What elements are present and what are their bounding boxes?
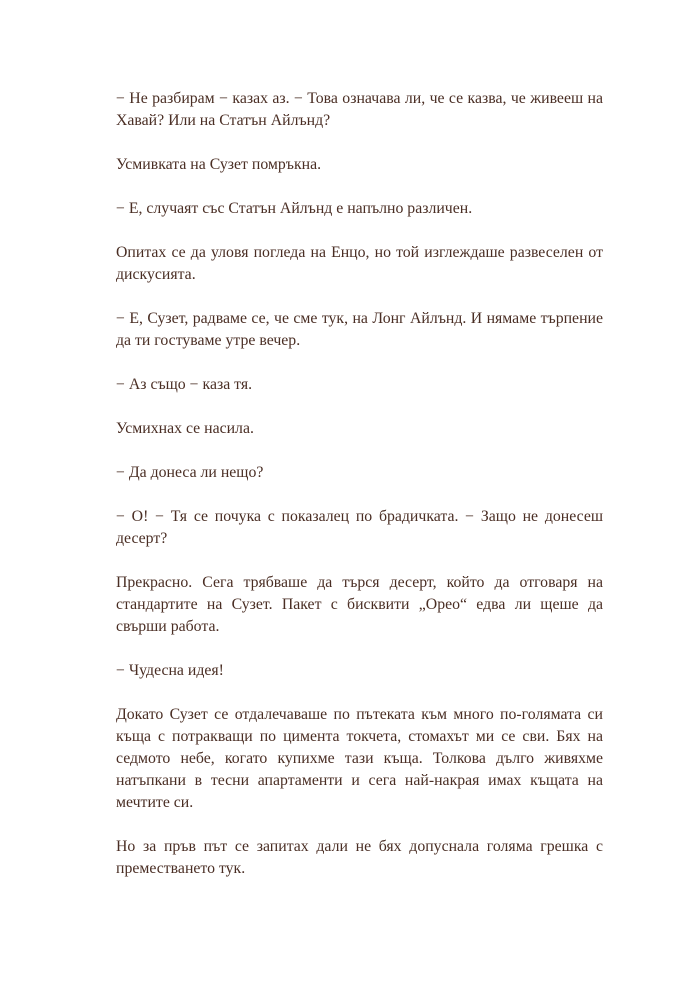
paragraph-11: − Чудесна идея! bbox=[116, 662, 224, 679]
paragraph-5: − Е, Сузет, радваме се, че сме тук, на Лонг Айлънд. И нямаме търпение да ти гостуваме утре вечер. bbox=[116, 310, 603, 349]
paragraph-2: Усмивката на Сузет помръкна. bbox=[116, 156, 322, 173]
paragraph-10: Прекрасно. Сега трябваше да търся десерт, който да отговаря на стандартите на Сузет. Пакет с бисквити „Орео“ едва ли щеше да свърши работа. bbox=[116, 574, 603, 635]
paragraph-3: − Е, случаят със Статън Айлънд е напълно различен. bbox=[116, 200, 473, 217]
paragraph-1: − Не разбирам − казах аз. − Това означава ли, че се казва, че живееш на Хавай? Или на Статън Айлънд? bbox=[116, 90, 603, 129]
paragraph-4: Опитах се да уловя погледа на Енцо, но той изглеждаше развеселен от дискусията. bbox=[116, 244, 603, 283]
paragraph-6: − Аз също − каза тя. bbox=[116, 376, 253, 393]
paragraph-8: − Да донеса ли нещо? bbox=[116, 464, 264, 481]
paragraph-13: Но за пръв път се запитах дали не бях допуснала голяма грешка с преместването тук. bbox=[116, 838, 603, 877]
paragraph-9: − О! − Тя се почука с показалец по брадичката. − Защо не донесеш десерт? bbox=[116, 508, 603, 547]
body-text bbox=[116, 88, 603, 902]
paragraph-7: Усмихнах се насила. bbox=[116, 420, 254, 437]
paragraph-12: Докато Сузет се отдалечаваше по пътеката към много по-голямата си къща с потракващи по цимента токчета, стомахът ми се сви. Бях на седмото небе, когато купихме тази къща. Толкова дълго живяхме натъпкани в тесни апартаменти и сега най-накрая имах къщата на мечтите си. bbox=[116, 706, 603, 811]
